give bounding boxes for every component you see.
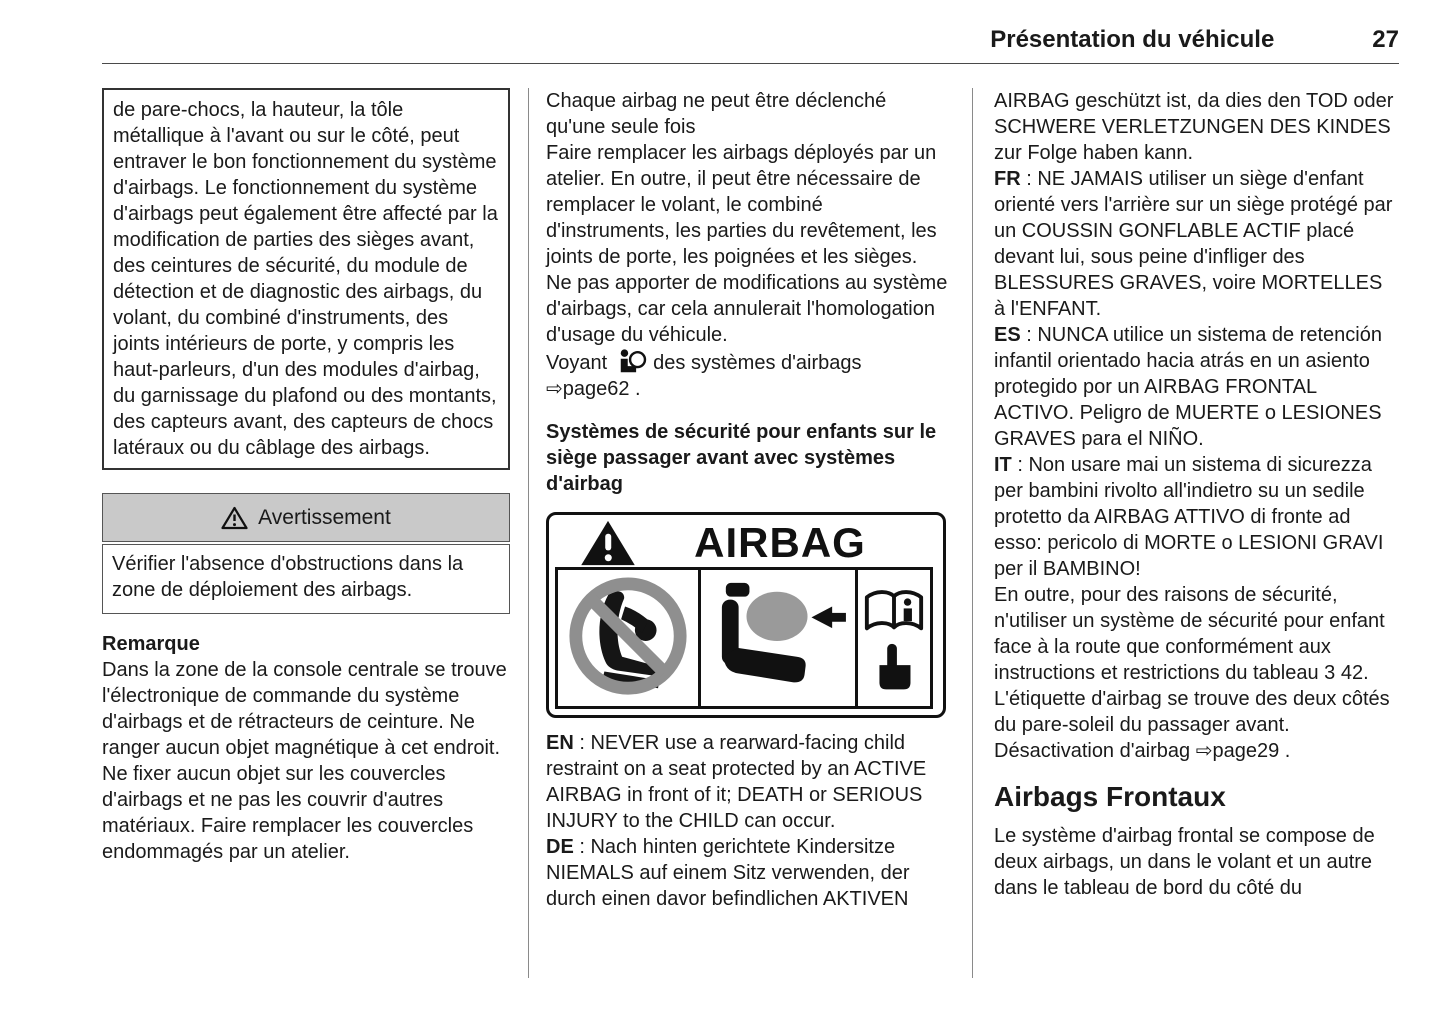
warning-title: Avertissement xyxy=(258,505,391,529)
lang-label-es: ES xyxy=(994,324,1021,346)
no-rear-facing-child-seat-icon xyxy=(563,575,693,701)
indicator-text-pre: Voyant xyxy=(546,352,608,374)
note-paragraph-2: Ne fixer aucun objet sur les couvercles d'airbags et ne pas les couvrir d'autres matériaux. Faire remplacer les couvercles endommagés par un atelier. xyxy=(102,763,474,863)
column-2 xyxy=(528,88,972,978)
column-1 xyxy=(102,88,528,978)
indicator-text-post: des systèmes d'airbags xyxy=(653,352,862,374)
paragraph-single-use: Chaque airbag ne peut être déclenché qu'une seule fois xyxy=(546,90,887,138)
lang-text-it: : Non usare mai un sistema di sicurezza per bambini rivolto all'indietro su un sedile protetto da AIRBAG ATTIVO di fronte ad esso: pericolo di MORTE o LESIONI GRAVI per il BAMBINO! xyxy=(994,454,1384,580)
content-columns xyxy=(102,88,1399,978)
warning-body xyxy=(102,544,510,614)
lang-paragraph-en xyxy=(546,730,949,834)
paragraph-label-location: L'étiquette d'airbag se trouve des deux côtés du pare-soleil du passager avant. xyxy=(994,688,1390,736)
page-header xyxy=(102,26,1399,54)
lang-paragraph-es xyxy=(994,322,1398,452)
lang-paragraph-de xyxy=(546,834,949,912)
airbag-warning-label xyxy=(546,512,946,718)
header-rule xyxy=(102,63,1399,64)
paragraph-no-modifications: Ne pas apporter de modifications au système d'airbags, car cela annulerait l'homologation d'usage du véhicule. xyxy=(546,272,948,346)
page-number: 27 xyxy=(1372,26,1399,53)
lang-paragraph-it xyxy=(994,452,1398,582)
lang-label-fr: FR xyxy=(994,168,1021,190)
lang-paragraph-de-continuation: AIRBAG geschützt ist, da dies den TOD oder SCHWERE VERLETZUNGEN DES KINDES zur Folge haben kann. xyxy=(994,90,1394,164)
column-3 xyxy=(972,88,1398,978)
lang-label-en: EN xyxy=(546,732,574,754)
lang-text-es: : NUNCA utilice un sistema de retención infantil orientado hacia atrás en un asiento protegido por un AIRBAG FRONTAL ACTIVO. Peligro de MUERTE o LESIONES GRAVES para el NIÑO. xyxy=(994,324,1382,450)
paragraph-forward-facing-rules: En outre, pour des raisons de sécurité, n'utiliser un système de sécurité pour enfant face à la route que conformément aux instructions et restrictions du tableau 3 42. xyxy=(994,584,1385,684)
airbag-label-title: AIRBAG xyxy=(694,519,866,566)
child-restraint-heading: Systèmes de sécurité pour enfants sur le siège passager avant avec systèmes d'airbag xyxy=(546,421,937,495)
lang-label-de: DE xyxy=(546,836,574,858)
note-paragraph-1: Dans la zone de la console centrale se trouve l'électronique de commande du système d'airbags et de rétracteurs de ceinture. Ne ranger aucun objet magnétique à cet endroit. xyxy=(102,659,507,759)
warning-text: Vérifier l'absence d'obstructions dans la zone de déploiement des airbags. xyxy=(112,553,464,601)
paragraph-frontal-airbags: Le système d'airbag frontal se compose de deux airbags, un dans le volant et un autre dans le tableau de bord du côté du xyxy=(994,825,1375,899)
paragraph-deactivation-reference: Désactivation d'airbag ⇨page29 . xyxy=(994,740,1291,762)
lang-paragraph-fr xyxy=(994,166,1398,322)
lang-text-en: : NEVER use a rearward-facing child restraint on a seat protected by an ACTIVE AIRBAG in front of it; DEATH or SERIOUS INJURY to the CHILD can occur. xyxy=(546,732,927,832)
lang-label-it: IT xyxy=(994,454,1012,476)
continued-text-box xyxy=(102,88,510,470)
airbag-indicator-icon xyxy=(615,348,647,375)
lang-text-de: : Nach hinten gerichtete Kindersitze NIEMALS auf einem Sitz verwenden, der durch einen davor befindlichen AKTIVEN xyxy=(546,836,910,910)
frontal-airbags-heading: Airbags Frontaux xyxy=(994,781,1226,812)
warning-header xyxy=(102,493,510,542)
lang-text-fr: : NE JAMAIS utiliser un siège d'enfant orienté vers l'arrière sur un siège protégé par un COUSSIN GONFLABLE ACTIF placé devant lui, sous peine d'infliger des BLESSURES GRAVES, voire MORTELLES à l'ENFANT. xyxy=(994,168,1393,320)
owners-manual-reference-panel xyxy=(855,567,933,709)
note-title: Remarque xyxy=(102,633,200,655)
airbag-label-header xyxy=(555,519,937,567)
indicator-line xyxy=(546,348,949,376)
page-title: Présentation du véhicule xyxy=(990,26,1275,53)
owners-manual-reference-icon xyxy=(862,575,926,701)
page-reference-62: ⇨page62 . xyxy=(546,378,641,400)
paragraph-replace-airbags: Faire remplacer les airbags déployés par un atelier. En outre, il peut être nécessaire de remplacer le volant, le combiné d'instruments, les parties du revêtement, les joints de porte, les poignées et les sièges. xyxy=(546,142,937,268)
airbag-label-panels xyxy=(555,567,937,709)
seat-airbag-deploy-icon xyxy=(704,575,852,701)
warning-box xyxy=(102,493,510,614)
no-rear-facing-child-seat-panel xyxy=(555,567,701,709)
warning-triangle-icon xyxy=(221,506,248,530)
boxed-paragraph: de pare-chocs, la hauteur, la tôle métallique à l'avant ou sur le côté, peut entraver le bon fonctionnement du système d'airbags. Le fonctionnement du système d'airbags peut également être affecté par la modification de parties des sièges avant, des ceintures de sécurité, du module de détection et de diagnostic des airbags, du volant, du combiné d'instruments, des joints intérieurs de porte, y compris les haut-parleurs, d'un des modules d'airbag, du garnissage du plafond ou des montants, des capteurs avant, des capteurs de chocs latéraux ou du câblage des airbags. xyxy=(113,99,498,459)
seat-airbag-deploy-panel xyxy=(698,567,858,709)
warning-triangle-filled-icon xyxy=(579,519,637,567)
